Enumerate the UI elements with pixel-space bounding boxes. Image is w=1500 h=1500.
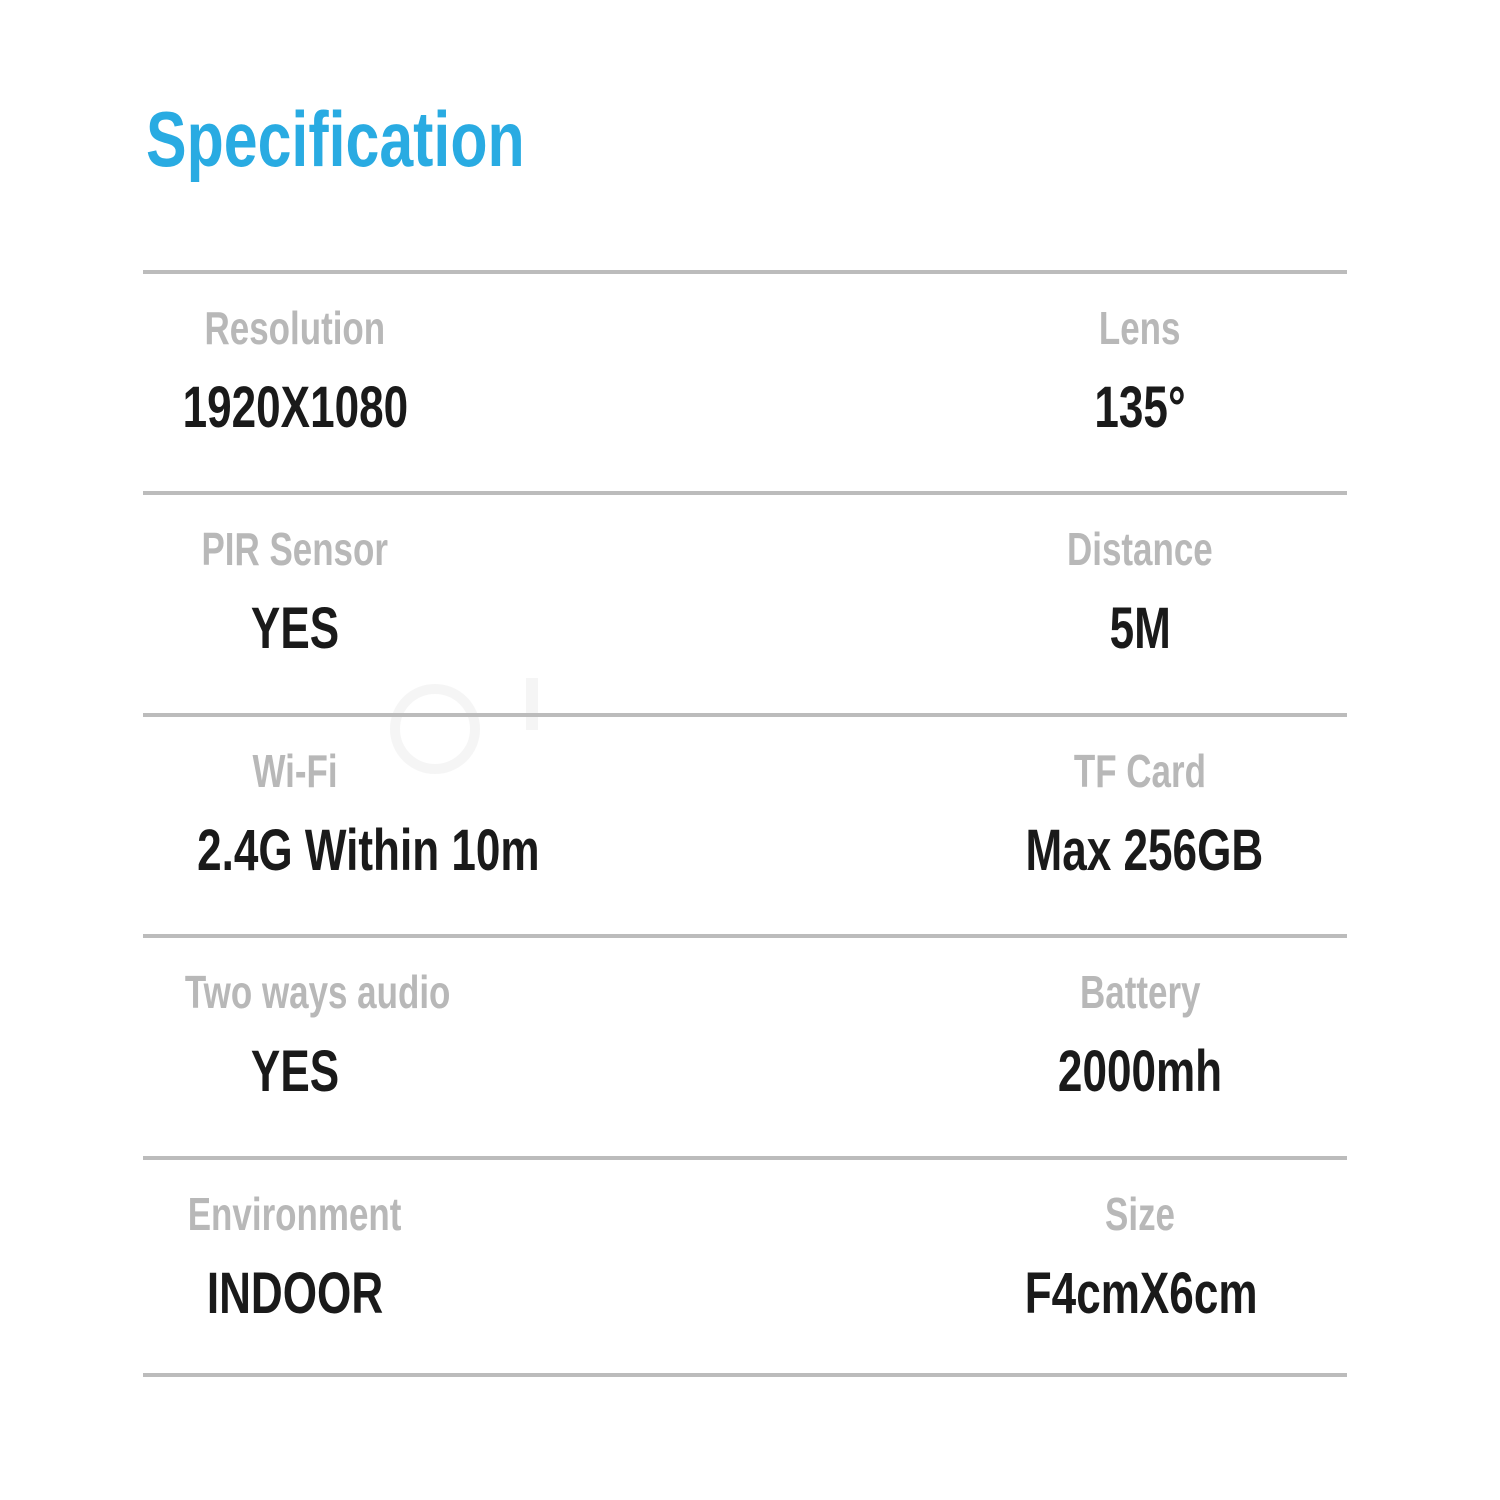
spec-label-text: TF Card: [1073, 744, 1207, 797]
spec-value: [143, 817, 540, 883]
spec-value: [988, 596, 1292, 662]
spec-label: [988, 745, 1292, 797]
spec-cell-wifi: [143, 717, 540, 883]
spec-label-text: Lens: [1099, 302, 1181, 354]
spec-label: [988, 966, 1292, 1018]
spec-label-text: Two ways audio: [184, 966, 451, 1019]
spec-value-text: 5M: [1109, 596, 1171, 662]
spec-label-text: PIR Sensor: [201, 523, 389, 576]
spec-value-text: YES: [250, 596, 340, 662]
spec-value-text: INDOOR: [206, 1260, 384, 1326]
spec-label-text: Distance: [1067, 523, 1213, 576]
page-title: [146, 95, 631, 183]
spec-row-wifi-tfcard: [143, 713, 1347, 934]
spec-label-text: Size: [1105, 1187, 1175, 1240]
spec-value-text: YES: [250, 1039, 340, 1105]
spec-value: [988, 375, 1292, 440]
spec-label-text: Battery: [1079, 966, 1201, 1019]
spec-label-text: Resolution: [204, 302, 386, 354]
spec-value: [988, 817, 1292, 883]
spec-label: [988, 1188, 1292, 1240]
page-title-text: Specification: [146, 95, 525, 183]
spec-cell-environment: [143, 1160, 447, 1324]
spec-cell-pir-sensor: [143, 495, 447, 662]
spec-value-text: Max 256GB: [1025, 817, 1264, 883]
spec-label: [988, 523, 1292, 575]
spec-value-text: 2.4G Within 10m: [197, 817, 540, 883]
spec-value: [143, 1260, 447, 1326]
spec-table: [143, 270, 1347, 1377]
spec-label: [143, 1188, 447, 1240]
spec-label: [143, 302, 447, 354]
spec-label: [143, 966, 451, 1019]
spec-value-text: F4cmX6cm: [1024, 1260, 1258, 1326]
spec-value-text: 2000mh: [1057, 1039, 1223, 1105]
spec-row-pir-distance: [143, 491, 1347, 712]
spec-cell-tf-card: [988, 717, 1292, 881]
spec-value: [143, 375, 447, 440]
spec-label-text: Environment: [188, 1187, 402, 1240]
spec-cell-two-ways-audio: [143, 938, 451, 1105]
spec-row-audio-battery: [143, 934, 1347, 1155]
spec-label: [143, 523, 447, 575]
spec-cell-lens: [988, 274, 1292, 438]
spec-value-text: 1920X1080: [182, 375, 408, 440]
spec-cell-resolution: [143, 274, 447, 438]
spec-label-text: Wi-Fi: [252, 744, 338, 797]
spec-row-resolution-lens: [143, 270, 1347, 491]
spec-label: [143, 745, 447, 797]
spec-row-environment-size: [143, 1156, 1347, 1377]
spec-value: [143, 1039, 447, 1105]
spec-cell-distance: [988, 495, 1292, 662]
spec-value-text: 135°: [1094, 375, 1186, 440]
spec-cell-size: [988, 1160, 1292, 1324]
spec-value: [988, 1039, 1292, 1105]
spec-value: [988, 1260, 1292, 1326]
spec-cell-battery: [988, 938, 1292, 1105]
spec-value: [143, 596, 447, 662]
spec-label: [988, 302, 1292, 354]
